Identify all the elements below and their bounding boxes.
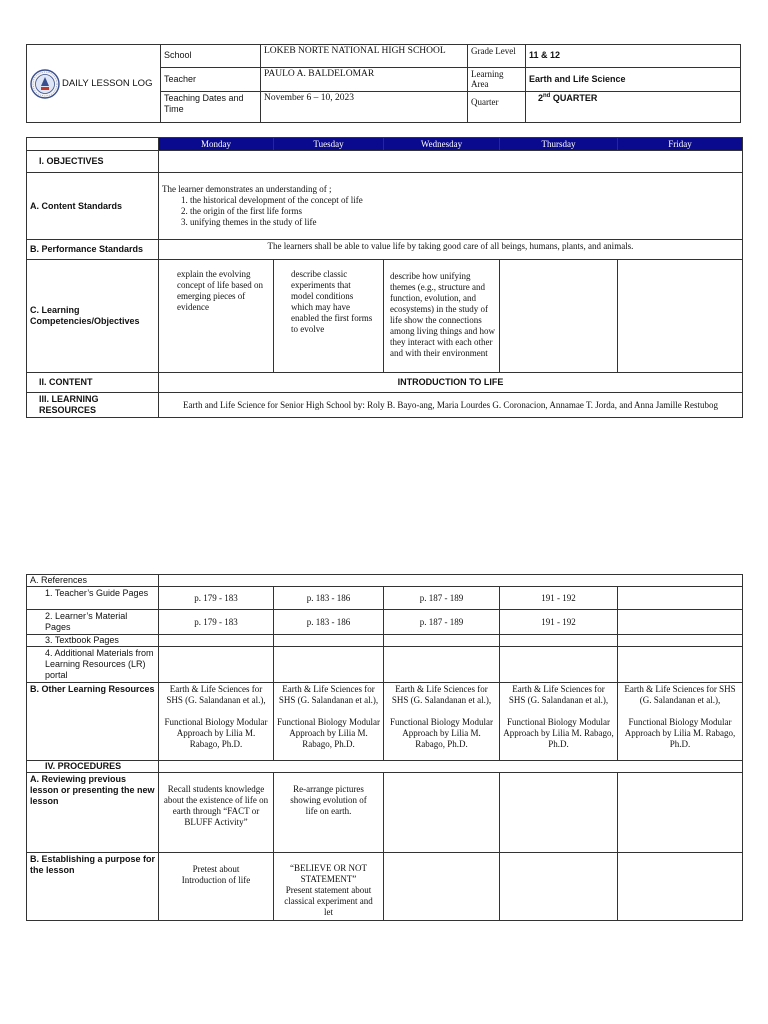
references-heading: A. References — [27, 575, 159, 587]
deped-seal-icon — [30, 69, 60, 99]
reviewing-text: Re-arrange pictures showing evolution of life on earth. — [290, 784, 367, 816]
content-standards-list — [162, 195, 739, 228]
tg-friday — [618, 587, 743, 610]
additional-materials-tuesday — [274, 647, 384, 683]
lm-label: 2. Learner’s Material Pages — [27, 610, 159, 635]
competency-text: describe classic experiments that model conditions which may have enabled the first forms to evolve — [291, 269, 373, 334]
content-heading: II. CONTENT — [27, 373, 159, 393]
performance-standards-text: The learners shall be able to value life by taking good care of all beings, humans, plants, and animals. — [159, 240, 743, 260]
purpose-thursday — [500, 853, 618, 921]
learning-resources-heading: III. LEARNING RESOURCES — [27, 393, 159, 418]
purpose-friday — [618, 853, 743, 921]
teacher-value: PAULO A. BALDELOMAR — [261, 68, 468, 92]
quarter-num: 2 — [538, 93, 544, 103]
reviewing-wednesday — [384, 773, 500, 853]
competency-monday — [159, 260, 274, 373]
competency-wednesday — [384, 260, 500, 373]
procedures-heading: IV. PROCEDURES — [27, 761, 159, 773]
textbook-wednesday — [384, 635, 500, 647]
grade-value: 11 & 12 — [526, 45, 741, 68]
grade-label: Grade Level — [468, 45, 526, 68]
tg-monday: p. 179 - 183 — [159, 587, 274, 610]
lm-thursday: 191 - 192 — [500, 610, 618, 635]
other-resources-tuesday: Earth & Life Sciences for SHS (G. Salandanan et al.), Functional Biology Modular Approach by Lilia M. Rabago, Ph.D. — [274, 683, 384, 761]
competency-thursday — [500, 260, 618, 373]
tg-thursday: 191 - 192 — [500, 587, 618, 610]
day-header-tuesday: Tuesday — [274, 138, 384, 151]
quarter-value — [526, 92, 741, 123]
reviewing-thursday — [500, 773, 618, 853]
reviewing-label: A. Reviewing previous lesson or presenting the new lesson — [27, 773, 159, 853]
purpose-text: Pretest about Introduction of life — [181, 864, 251, 885]
objectives-table — [26, 137, 743, 418]
quarter-label: Quarter — [468, 92, 526, 123]
teacher-label: Teacher — [161, 68, 261, 92]
content-standards-intro: The learner demonstrates an understanding of ; — [162, 184, 332, 194]
other-resources-thursday: Earth & Life Sciences for SHS (G. Salandanan et al.), Functional Biology Modular Approach by Lilia M. Rabago, Ph.D. — [500, 683, 618, 761]
textbook-label: 3. Textbook Pages — [27, 635, 159, 647]
content-standards-label: A. Content Standards — [27, 173, 159, 240]
other-resources-wednesday: Earth & Life Sciences for SHS (G. Salandanan et al.), Functional Biology Modular Approach by Lilia M. Rabago, Ph.D. — [384, 683, 500, 761]
content-standard-item: 2. the origin of the first life forms — [190, 206, 739, 217]
procedures-blank — [159, 761, 743, 773]
day-header-monday: Monday — [159, 138, 274, 151]
performance-standards-label: B. Performance Standards — [27, 240, 159, 260]
textbook-tuesday — [274, 635, 384, 647]
area-value: Earth and Life Science — [526, 68, 741, 92]
reviewing-text: Recall students knowledge about the existence of life on earth through “FACT or BLUFF Activity” — [163, 784, 269, 827]
references-blank — [159, 575, 743, 587]
objectives-heading: I. OBJECTIVES — [27, 151, 159, 173]
competency-friday — [618, 260, 743, 373]
area-label: Learning Area — [468, 68, 526, 92]
content-standard-item: 1. the historical development of the concept of life — [190, 195, 739, 206]
other-resources-label: B. Other Learning Resources — [27, 683, 159, 761]
dates-value: November 6 – 10, 2023 — [261, 92, 468, 123]
lm-monday: p. 179 - 183 — [159, 610, 274, 635]
learning-resources-value: Earth and Life Science for Senior High School by: Roly B. Bayo-ang, Maria Lourdes G. Coronacion, Annamae T. Jorda, and Anna Jamille Restubog — [159, 393, 743, 418]
additional-materials-friday — [618, 647, 743, 683]
competency-text: describe how unifying themes (e.g., structure and function, evolution, and ecosystems) in the study of life show the connections among living things and how they interact with each other and with their environment — [390, 271, 495, 358]
tg-label: 1. Teacher’s Guide Pages — [27, 587, 159, 610]
content-standard-item: 3. unifying themes in the study of life — [190, 217, 739, 228]
lm-wednesday: p. 187 - 189 — [384, 610, 500, 635]
objectives-blank — [159, 151, 743, 173]
reviewing-friday — [618, 773, 743, 853]
dates-label: Teaching Dates and Time — [161, 92, 261, 123]
tg-wednesday: p. 187 - 189 — [384, 587, 500, 610]
school-label: School — [161, 45, 261, 68]
additional-materials-wednesday — [384, 647, 500, 683]
logo-cell — [27, 45, 161, 123]
content-standards-cell — [159, 173, 743, 240]
quarter-word: QUARTER — [550, 93, 598, 103]
day-header-thursday: Thursday — [500, 138, 618, 151]
references-table — [26, 574, 743, 921]
purpose-wednesday — [384, 853, 500, 921]
lm-friday — [618, 610, 743, 635]
header-table — [26, 44, 741, 123]
log-title: DAILY LESSON LOG — [62, 78, 153, 89]
content-value: INTRODUCTION TO LIFE — [159, 373, 743, 393]
tg-tuesday: p. 183 - 186 — [274, 587, 384, 610]
competencies-label: C. Learning Competencies/Objectives — [27, 260, 159, 373]
competency-tuesday — [274, 260, 384, 373]
additional-materials-monday — [159, 647, 274, 683]
textbook-thursday — [500, 635, 618, 647]
quarter-sup: nd — [543, 93, 551, 99]
purpose-label: B. Establishing a purpose for the lesson — [27, 853, 159, 921]
reviewing-monday — [159, 773, 274, 853]
school-value: LOKEB NORTE NATIONAL HIGH SCHOOL — [261, 45, 468, 68]
other-resources-friday: Earth & Life Sciences for SHS (G. Salandanan et al.), Functional Biology Modular Approach by Lilia M. Rabago, Ph.D. — [618, 683, 743, 761]
competency-text: explain the evolving concept of life based on emerging pieces of evidence — [177, 269, 263, 312]
other-resources-monday: Earth & Life Sciences for SHS (G. Salandanan et al.), Functional Biology Modular Approach by Lilia M. Rabago, Ph.D. — [159, 683, 274, 761]
day-header-friday: Friday — [618, 138, 743, 151]
additional-materials-thursday — [500, 647, 618, 683]
purpose-tuesday — [274, 853, 384, 921]
purpose-monday — [159, 853, 274, 921]
textbook-friday — [618, 635, 743, 647]
day-header-wednesday: Wednesday — [384, 138, 500, 151]
purpose-text: “BELIEVE OR NOT STATEMENT” Present statement about classical experiment and let — [284, 863, 373, 917]
additional-materials-label: 4. Additional Materials from Learning Resources (LR) portal — [27, 647, 159, 683]
day-header-blank — [27, 138, 159, 151]
lm-tuesday: p. 183 - 186 — [274, 610, 384, 635]
reviewing-tuesday — [274, 773, 384, 853]
textbook-monday — [159, 635, 274, 647]
